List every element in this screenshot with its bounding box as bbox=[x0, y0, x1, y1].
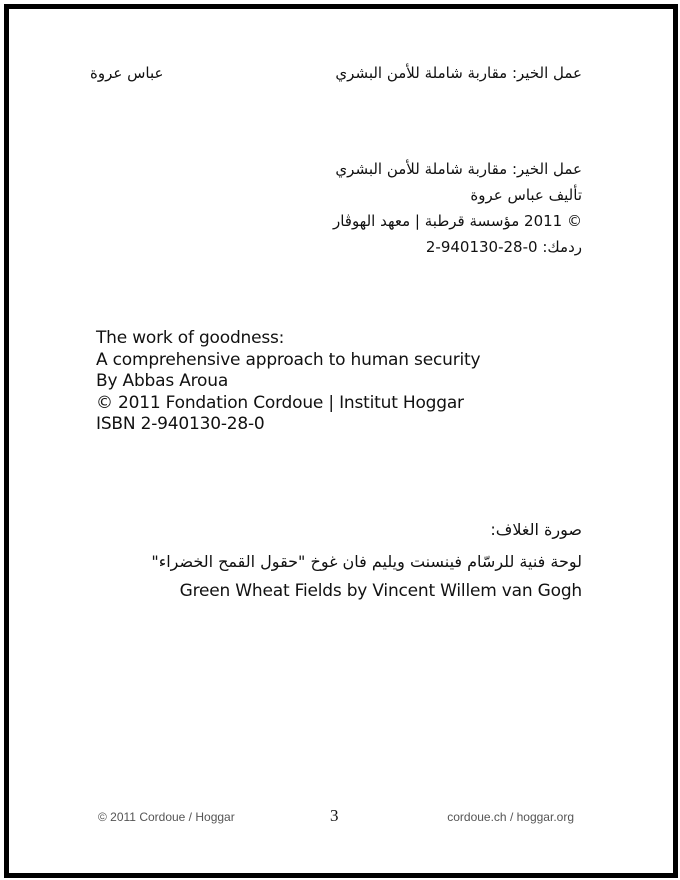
page-frame bbox=[4, 4, 678, 878]
arabic-info-block bbox=[222, 156, 582, 260]
english-subtitle: A comprehensive approach to human security bbox=[96, 349, 481, 370]
cover-description-english: Green Wheat Fields by Vincent Willem van Gogh bbox=[179, 581, 582, 601]
english-author-line: By Abbas Aroua bbox=[96, 371, 229, 391]
english-book-title: The work of goodness: bbox=[96, 328, 285, 348]
arabic-isbn-line: ردمك: 0-28-940130-2 bbox=[425, 238, 582, 256]
arabic-copyright-line: © 2011 مؤسسة قرطبة | معهد الهوڤار bbox=[332, 212, 582, 230]
cover-label: صورة الغلاف: bbox=[490, 520, 582, 539]
page-number: 3 bbox=[330, 806, 339, 825]
arabic-book-title: عمل الخير: مقاربة شاملة للأمن البشري bbox=[335, 160, 582, 178]
footer-copyright: © 2011 Cordoue / Hoggar bbox=[98, 810, 235, 824]
header-author: عباس عروة bbox=[90, 64, 164, 82]
header-title: عمل الخير: مقاربة شاملة للأمن البشري bbox=[335, 64, 582, 82]
cover-description-arabic: لوحة فنية للرسّام فينسنت ويليم فان غوخ "حقول القمح الخضراء" bbox=[151, 552, 582, 571]
english-info-block bbox=[96, 328, 480, 436]
english-copyright-line: © 2011 Fondation Cordoue | Institut Hoggar bbox=[96, 392, 464, 413]
english-isbn-line: ISBN 2-940130-28-0 bbox=[96, 414, 265, 434]
arabic-author-line: تأليف عباس عروة bbox=[470, 186, 582, 204]
footer-websites: cordoue.ch / hoggar.org bbox=[447, 810, 574, 824]
